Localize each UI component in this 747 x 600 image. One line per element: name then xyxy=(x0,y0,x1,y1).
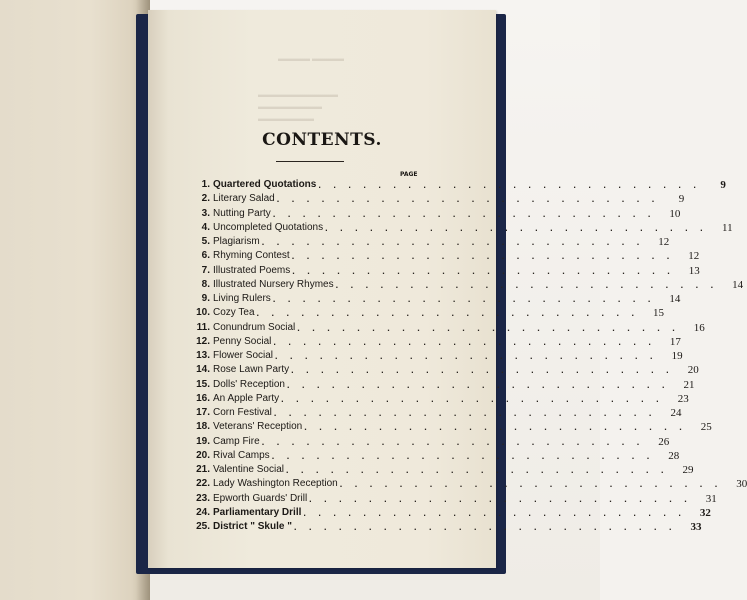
entry-page-number: 33 xyxy=(690,521,702,534)
entry-title: Cozy Tea xyxy=(213,307,255,319)
entry-number: 1. xyxy=(201,179,210,191)
bleed-through-text: ▬▬▬▬▬▬▬▬ xyxy=(258,102,322,111)
toc-entry xyxy=(194,292,681,306)
dot-leader: . . . . . . . . . . . . . . . . . . . . . . . . . . xyxy=(335,279,719,290)
entry-number: 19. xyxy=(196,435,210,447)
dot-leader: . . . . . . . . . . . . . . . . . . . . . . . . . . xyxy=(286,379,670,390)
entry-page-number: 28 xyxy=(668,449,680,462)
entry-title: Lady Washington Reception xyxy=(213,478,338,490)
toc-entry xyxy=(194,349,683,363)
dot-leader: . . . . . . . . . . . . . . . . . . . . . . . . . . xyxy=(325,222,708,233)
entry-title: Parliamentary Drill xyxy=(213,506,302,518)
entry-number: 14. xyxy=(196,364,210,376)
dot-leader: . . . . . . . . . . . . . . . . . . . . . . . . . . xyxy=(256,308,640,319)
toc-entry xyxy=(194,264,700,278)
entry-page-number: 29 xyxy=(682,464,694,477)
entry-number: 25. xyxy=(196,521,210,533)
bleed-through-text: ▬▬▬▬▬▬▬ xyxy=(258,114,314,123)
toc-entry xyxy=(194,363,699,377)
dot-leader: . . . . . . . . . . . . . . . . . . . . . . . . . . xyxy=(261,436,645,447)
dot-leader: . . . . . . . . . . . . . . . . . . . . . . . . . . xyxy=(273,336,656,347)
entry-page-number: 21 xyxy=(683,378,695,391)
toc-entry xyxy=(194,492,717,506)
entry-title: Rhyming Contest xyxy=(213,250,290,262)
entry-title: Nutting Party xyxy=(213,207,271,219)
entry-title: Rival Camps xyxy=(213,449,270,461)
dot-leader: . . . . . . . . . . . . . . . . . . . . . . . . . . xyxy=(339,479,723,490)
toc-entry xyxy=(194,192,685,206)
toc-entry xyxy=(194,235,670,249)
entry-page-number: 9 xyxy=(678,193,685,206)
entry-title: Conundrum Social xyxy=(213,321,296,333)
entry-page-number: 12 xyxy=(658,236,670,249)
entry-number: 3. xyxy=(201,207,210,219)
entry-number: 7. xyxy=(201,264,210,276)
entry-page-number: 19 xyxy=(671,350,683,363)
entry-title: Epworth Guards' Drill xyxy=(213,492,308,504)
dot-leader: . . . . . . . . . . . . . . . . . . . . . . . . . . xyxy=(291,365,674,376)
dot-leader: . . . . . . . . . . . . . . . . . . . . . . . . . . xyxy=(293,522,677,533)
toc-entry xyxy=(194,392,689,406)
entry-page-number: 25 xyxy=(700,421,712,434)
entry-page-number: 16 xyxy=(693,321,705,334)
bleed-through-text: ▬▬▬▬▬▬▬▬▬▬ xyxy=(258,90,338,99)
entry-number: 4. xyxy=(201,221,210,233)
toc-entry xyxy=(194,178,726,192)
dot-leader: . . . . . . . . . . . . . . . . . . . . . . . . . . xyxy=(303,507,686,518)
entry-number: 2. xyxy=(201,193,210,205)
dot-leader: . . . . . . . . . . . . . . . . . . . . . . . . . . xyxy=(291,251,675,262)
entry-number: 20. xyxy=(196,449,210,461)
page-column-label: PAGE xyxy=(400,171,418,178)
entry-title: Illustrated Nursery Rhymes xyxy=(213,278,334,290)
entry-page-number: 9 xyxy=(720,179,726,192)
entry-number: 13. xyxy=(196,350,210,362)
dot-leader: . . . . . . . . . . . . . . . . . . . . . . . . . . xyxy=(275,351,658,362)
toc-entry xyxy=(194,449,680,463)
toc-entry xyxy=(194,463,694,477)
entry-page-number: 17 xyxy=(669,335,681,348)
entry-page-number: 10 xyxy=(669,207,681,220)
entry-page-number: 30 xyxy=(736,478,747,491)
entry-page-number: 14 xyxy=(669,293,681,306)
entry-page-number: 26 xyxy=(658,435,670,448)
entry-page-number: 24 xyxy=(670,407,682,420)
dot-leader: . . . . . . . . . . . . . . . . . . . . . . . . . . xyxy=(309,493,692,504)
dot-leader: . . . . . . . . . . . . . . . . . . . . . . . . . . xyxy=(261,237,645,248)
dot-leader: . . . . . . . . . . . . . . . . . . . . . . . . . . xyxy=(271,450,655,461)
entry-title: Plagiarism xyxy=(213,236,260,248)
entry-title: Valentine Social xyxy=(213,464,284,476)
entry-number: 21. xyxy=(196,464,210,476)
entry-title: Veterans' Reception xyxy=(213,421,303,433)
entry-number: 24. xyxy=(196,506,210,518)
entry-page-number: 15 xyxy=(653,307,665,320)
dot-leader: . . . . . . . . . . . . . . . . . . . . . . . . . . xyxy=(297,322,680,333)
dot-leader: . . . . . . . . . . . . . . . . . . . . . . . . . . xyxy=(292,265,675,276)
toc-entry xyxy=(194,321,705,335)
bleed-through-text: ▬▬▬▬ ▬▬▬▬ xyxy=(278,54,344,63)
toc-entry xyxy=(194,306,665,320)
entry-number: 10. xyxy=(196,307,210,319)
entry-number: 6. xyxy=(201,250,210,262)
entry-title: District " Skule " xyxy=(213,521,292,533)
entry-number: 22. xyxy=(196,478,210,490)
entry-title: Camp Fire xyxy=(213,435,260,447)
dot-leader: . . . . . . . . . . . . . . . . . . . . . . . . . . xyxy=(273,408,657,419)
toc-entry xyxy=(194,278,744,292)
title-underline xyxy=(276,161,344,162)
toc-entry xyxy=(194,406,682,420)
toc-entry xyxy=(194,477,747,491)
toc-entry xyxy=(194,520,702,534)
contents-page xyxy=(148,10,747,568)
entry-number: 5. xyxy=(201,236,210,248)
entry-title: Dolls' Reception xyxy=(213,378,285,390)
entry-number: 8. xyxy=(201,278,210,290)
entry-page-number: 14 xyxy=(732,278,744,291)
dot-leader: . . . . . . . . . . . . . . . . . . . . . . . . . . xyxy=(272,208,656,219)
table-of-contents xyxy=(194,178,747,534)
entry-page-number: 12 xyxy=(688,250,700,263)
entry-title: An Apple Party xyxy=(213,392,280,404)
entry-title: Penny Social xyxy=(213,335,272,347)
toc-entry xyxy=(194,249,700,263)
toc-entry xyxy=(194,207,681,221)
dot-leader: . . . . . . . . . . . . . . . . . . . . . . . . . . xyxy=(304,422,687,433)
entry-page-number: 20 xyxy=(687,364,699,377)
entry-title: Illustrated Poems xyxy=(213,264,291,276)
entry-page-number: 23 xyxy=(677,392,689,405)
dot-leader: . . . . . . . . . . . . . . . . . . . . . . . . . . xyxy=(276,194,660,205)
entry-number: 16. xyxy=(196,392,210,404)
entry-number: 11. xyxy=(196,321,210,333)
entry-number: 17. xyxy=(196,407,210,419)
page-title: CONTENTS. xyxy=(262,130,382,150)
toc-entry xyxy=(194,335,681,349)
entry-number: 18. xyxy=(196,421,210,433)
entry-title: Literary Salad xyxy=(213,193,275,205)
entry-title: Quartered Quotations xyxy=(213,179,317,191)
entry-page-number: 31 xyxy=(705,492,717,505)
toc-entry xyxy=(194,435,670,449)
toc-entry xyxy=(194,506,711,520)
entry-title: Uncompleted Quotations xyxy=(213,221,324,233)
entry-number: 23. xyxy=(196,492,210,504)
toc-entry xyxy=(194,378,695,392)
dot-leader: . . . . . . . . . . . . . . . . . . . . . . . . . . xyxy=(281,393,664,404)
entry-number: 12. xyxy=(196,335,210,347)
entry-page-number: 32 xyxy=(699,506,711,519)
toc-entry xyxy=(194,420,712,434)
dot-leader: . . . . . . . . . . . . . . . . . . . . . . . . . . xyxy=(272,294,656,305)
entry-page-number: 11 xyxy=(722,221,733,234)
dot-leader: . . . . . . . . . . . . . . . . . . . . . . . . . . xyxy=(318,180,701,191)
entry-title: Rose Lawn Party xyxy=(213,364,290,376)
entry-number: 9. xyxy=(201,293,210,305)
entry-number: 15. xyxy=(196,378,210,390)
entry-title: Corn Festival xyxy=(213,407,272,419)
toc-entry xyxy=(194,221,733,235)
entry-page-number: 13 xyxy=(688,264,700,277)
entry-title: Flower Social xyxy=(213,350,274,362)
left-page xyxy=(0,0,150,600)
dot-leader: . . . . . . . . . . . . . . . . . . . . . . . . . . xyxy=(285,465,669,476)
entry-title: Living Rulers xyxy=(213,293,271,305)
